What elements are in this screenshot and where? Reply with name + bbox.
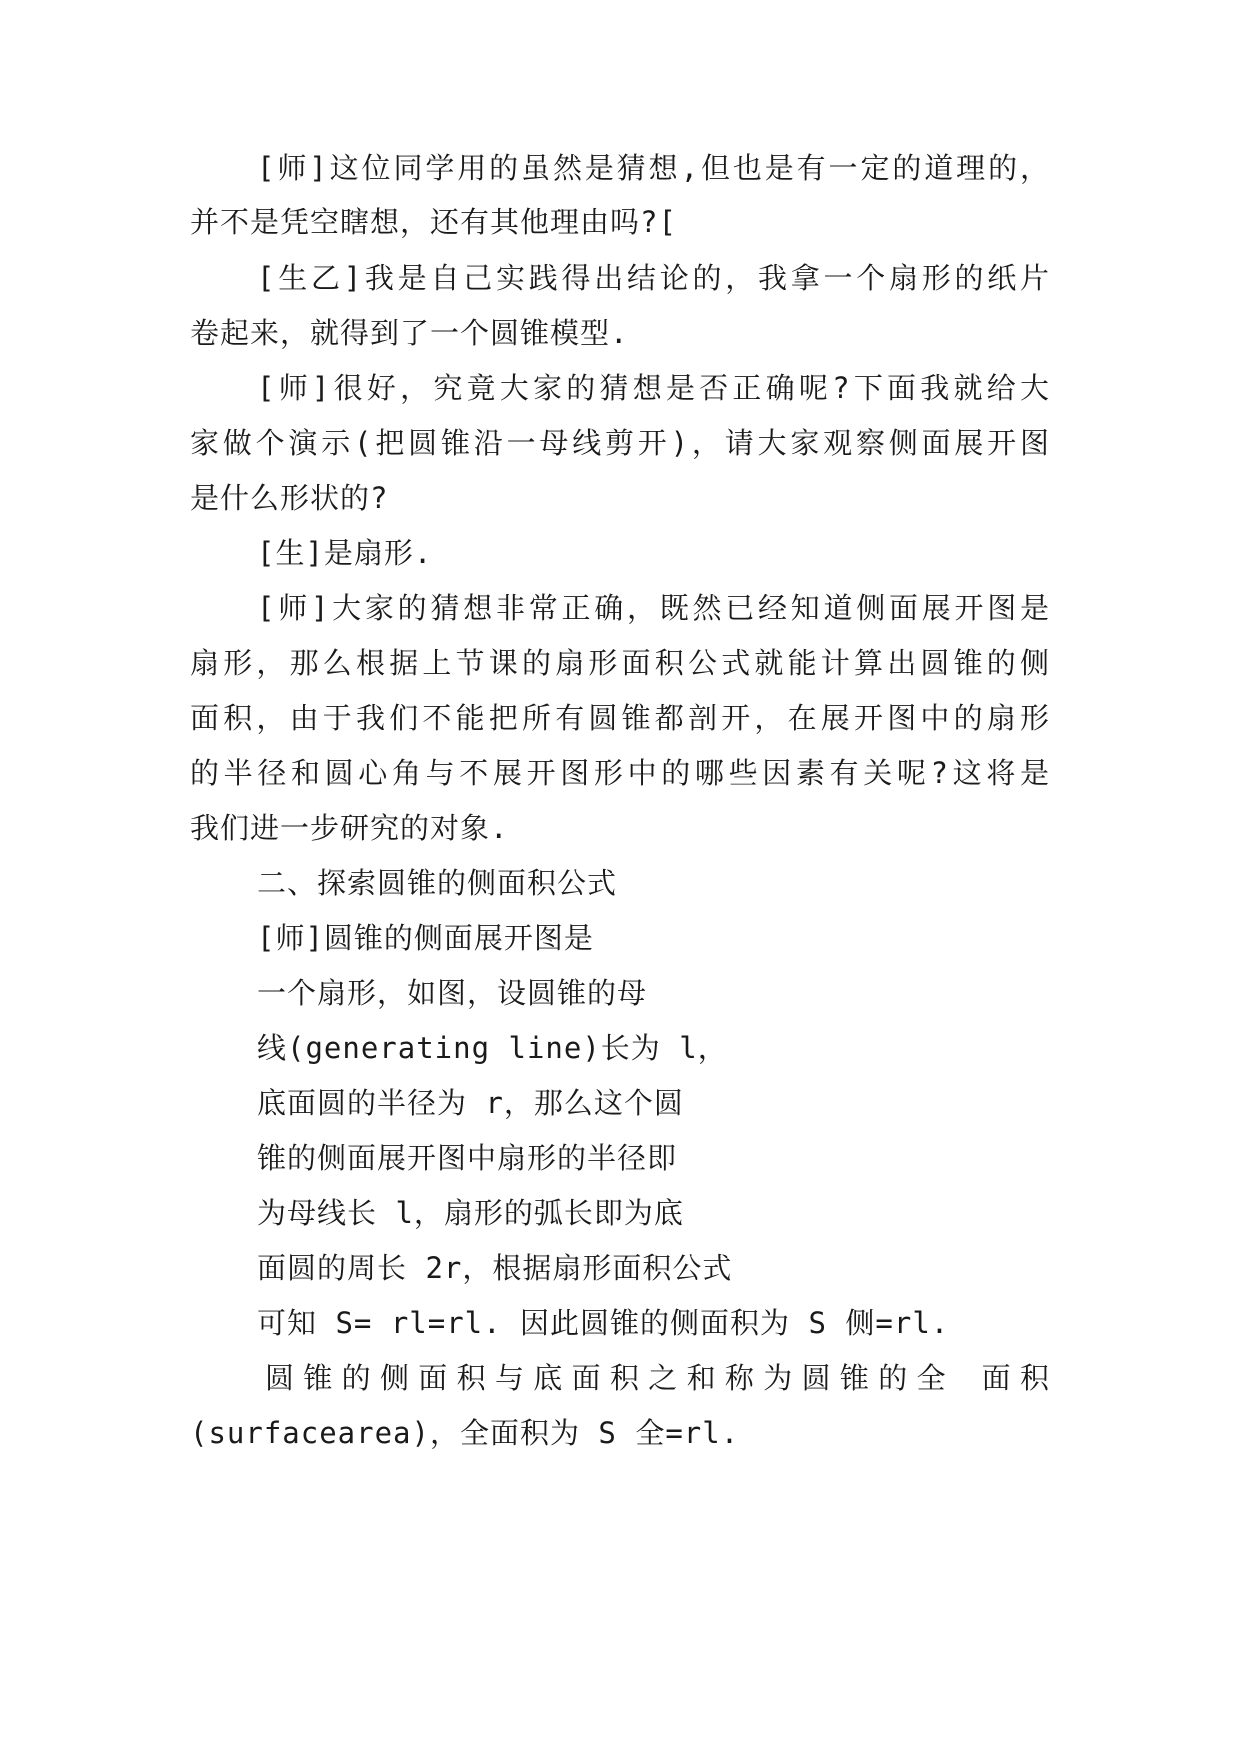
text-line: 面积，由于我们不能把所有圆锥都剖开，在展开图中的扇形: [190, 701, 1050, 735]
text-line: 底面圆的半径为 r，那么这个圆: [257, 1086, 684, 1120]
text-line: [生]是扇形.: [257, 536, 433, 570]
text-line: [师]很好，究竟大家的猜想是否正确呢?下面我就给大: [257, 371, 1050, 405]
text-line: 卷起来，就得到了一个圆锥模型.: [190, 316, 629, 350]
text-line: 为母线长 l，扇形的弧长即为底: [257, 1196, 684, 1230]
text-line: 锥的侧面展开图中扇形的半径即: [257, 1141, 678, 1175]
text-line: 面圆的周长 2r，根据扇形面积公式: [257, 1251, 733, 1285]
text-line: (surfacearea)，全面积为 S 全=rl.: [190, 1416, 740, 1450]
formula-line: 可知 S= rl=rl. 因此圆锥的侧面积为 S 侧=rl.: [257, 1306, 950, 1340]
text-line: 并不是凭空瞎想，还有其他理由吗?[: [190, 205, 677, 239]
text-line: [生乙]我是自己实践得出结论的，我拿一个扇形的纸片: [257, 261, 1050, 295]
text-line: 的半径和圆心角与不展开图形中的哪些因素有关呢?这将是: [190, 756, 1050, 790]
text-line: 线(generating line)长为 l，: [257, 1031, 728, 1065]
text-line: [师]圆锥的侧面展开图是: [257, 921, 594, 955]
text-line: [师]大家的猜想非常正确，既然已经知道侧面展开图是: [257, 591, 1050, 625]
text-line: [师]这位同学用的虽然是猜想,但也是有一定的道理的，: [257, 151, 1050, 185]
text-line: 圆锥的侧面积与底面积之和称为圆锥的全 面积: [265, 1361, 1050, 1395]
text-line: 扇形，那么根据上节课的扇形面积公式就能计算出圆锥的侧: [190, 646, 1050, 680]
text-line: 一个扇形，如图，设圆锥的母: [257, 976, 648, 1010]
text-line: 我们进一步研究的对象.: [190, 811, 509, 845]
text-line: 家做个演示(把圆锥沿一母线剪开)，请大家观察侧面展开图: [190, 426, 1050, 460]
text-line: 是什么形状的?: [190, 481, 389, 515]
section-heading: 二、探索圆锥的侧面积公式: [257, 866, 618, 900]
